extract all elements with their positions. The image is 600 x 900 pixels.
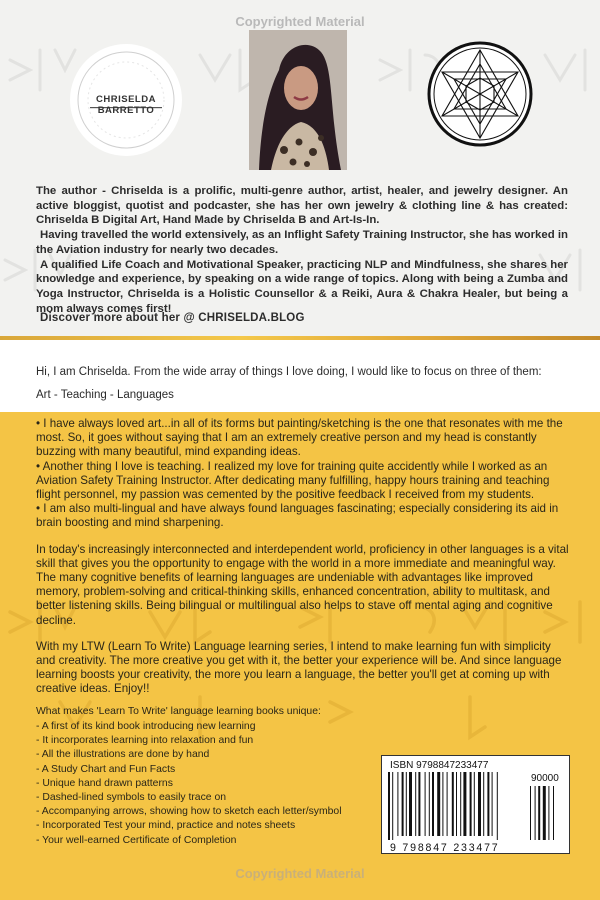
price-code: 90000 [531,773,559,784]
bio-paragraph: Having travelled the world extensively, as an Inflight Safety Training Instructor, she has worked in the Aviation industry for nearly two decades. [36,229,568,256]
features-list [36,720,342,848]
logo-name: CHRISELDA BARRETTO [96,94,156,116]
discover-link[interactable]: Discover more about her @ CHRISELDA.BLOG [40,312,305,324]
paragraph-world: In today's increasingly interconnected and interdependent world, proficiency in other languages is a vital skill that gives you the opportunity to engage with the world in a more immediate and meaningful way. The many cognitive benefits of learning languages are undeniable with advantages like improved memory, problem-solving and critical-thinking skills, enhanced concentration, ability to multitask, and better listening skills. Being bilingual or multilingual also helps to stave off mental aging and cognitive decline. [36,542,569,627]
barcode-bars [388,772,564,842]
list-item: - A first of its kind book introducing new learning [36,721,256,732]
metatron-cube-icon [426,40,534,148]
intro-greeting: Hi, I am Chriselda. From the wide array of things I love doing, I would like to focus on three of them: [36,366,542,378]
main-body [36,417,572,697]
bullet-teaching: • Another thing I love is teaching. I realized my love for training quite accidently while I worked as an Aviation Safety Training Instructor. After dedicating many fulfilling, happy hours training and teaching flight personnel, my passion was cemented by the positive feedback I received from my students. [36,459,550,502]
list-item: - It incorporates learning into relaxation and fun [36,735,254,747]
bullet-art: • I have always loved art...in all of its forms but painting/sketching is the one that resonates with me the most. So, it goes without saying that I am an extremely creative person and my head is constantly buzzing with many beautiful, mind expanding ideas. [36,417,563,459]
copyright-watermark-bottom: Copyrighted Material [235,866,365,881]
features-title: What makes 'Learn To Write' language learning books unique: [36,706,321,717]
bio-paragraph: The author - Chriselda is a prolific, multi-genre author, artist, healer, and jewelry designer. An active bloggist, quotist and podcaster, she has her own jewelry & clothing line & has created: Chriselda B Digital Art, Hand Made by Chriselda B and Art-Is-In. [36,185,568,227]
list-item: - Incorporated Test your mind, practice and notes sheets [36,820,296,832]
isbn-digits: 9 798847 233477 [390,842,500,854]
list-item: - All the illustrations are done by hand [36,749,210,761]
list-item: - Your well-earned Certificate of Completion [36,834,237,846]
list-item: - Accompanying arrows, showing how to sketch each letter/symbol [36,806,342,818]
list-item: - Unique hand drawn patterns [36,777,173,789]
list-item: - A Study Chart and Fun Facts [36,763,176,775]
author-photo [249,30,347,170]
bio-paragraph: A qualified Life Coach and Motivational Speaker, practicing NLP and Mindfulness, she shares her knowledge and experience, by speaking on a wide range of topics. Along with being a Zumba and Yoga Instructor, Chriselda is a Holistic Counsellor & a Reiki, Aura & Chakra Healer, but being a mom always comes first! [36,258,568,315]
copyright-watermark: Copyrighted Material [235,14,365,29]
author-bio [36,184,568,316]
paragraph-ltw: With my LTW (Learn To Write) Language learning series, I intend to make learning fun with simplicity and creativity. The more creative you get with it, the better your experience will be. And since language learning boosts your creativity, the more you learn a language, the better you'll get at coming up with creative ideas. Enjoy!! [36,639,562,696]
isbn-label: ISBN 9798847233477 [390,760,489,771]
list-item: - Dashed-lined symbols to easily trace on [36,792,227,804]
author-section [0,0,600,338]
bullet-languages: • I am also multi-lingual and have always found languages fascinating; especially considering its aid in brain boosting and mind sharpening. [36,502,559,530]
author-logo [70,44,182,156]
intro-subjects: Art - Teaching - Languages [36,389,174,401]
isbn-barcode [381,755,570,854]
